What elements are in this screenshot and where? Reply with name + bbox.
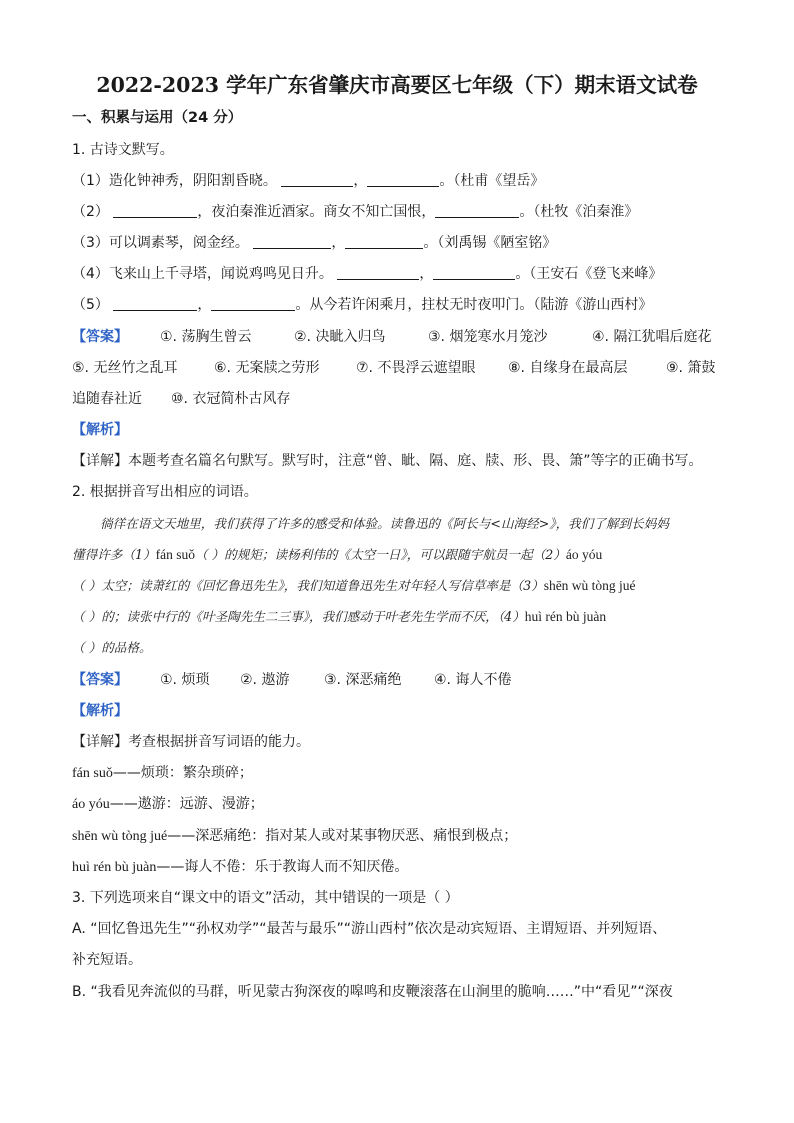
q2-passage-line-1: 徜徉在语文天地里，我们获得了许多的感受和体验。读鲁迅的《阿长与<山海经>》，我们了解到长妈妈	[100, 516, 669, 531]
answer-tag: 【答案】	[72, 329, 128, 345]
answer-item: ①. 烦琐	[160, 672, 210, 688]
detail-tag: 【详解】	[72, 453, 128, 469]
q1-line-2: （2） ，夜泊秦淮近酒家。商女不知亡国恨， 。（杜牧《泊秦淮》	[72, 204, 639, 220]
section-heading: 一、积累与运用（24 分）	[72, 110, 243, 126]
answer-item: ⑨. 箫鼓	[666, 360, 716, 376]
answer-item: ④. 隔江犹唱后庭花	[592, 329, 712, 345]
q3-option-a-line-1: A. “回忆鲁迅先生”“孙权劝学”“最苦与最乐”“游山西村”依次是动宾短语、主谓短语、并列短语、	[72, 921, 667, 937]
q1-line-3: （3）可以调素琴，阅金经。 ， 。（刘禹锡《陋室铭》	[72, 235, 557, 251]
answer-blank	[253, 234, 331, 249]
q2-explain-2: áo yóu——遨游：远游、漫游；	[72, 796, 264, 812]
answer-item: ①. 荡胸生曾云	[160, 329, 252, 345]
q1-stem: 1. 古诗文默写。	[72, 142, 174, 158]
answer-item: 追随春社近	[72, 391, 142, 407]
answer-blank	[337, 265, 419, 280]
q2-explain-1: fán suǒ——烦琐：繁杂琐碎；	[72, 765, 253, 781]
q2-passage-line-2: 懂得许多（1）fán suǒ（ ）的规矩；读杨利伟的《太空一日》，可以跟随宇航员一起（2）áo yóu	[72, 547, 603, 562]
analysis-tag: 【解析】	[72, 422, 128, 438]
q2-explain-4: huì rén bù juàn——诲人不倦：乐于教诲人而不知厌倦。	[72, 859, 409, 875]
q1-line-4: （4）飞来山上千寻塔，闻说鸡鸣见日升。 ， 。（王安石《登飞来峰》	[72, 266, 663, 282]
answer-item: ②. 决眦入归鸟	[294, 329, 386, 345]
answer-blank	[281, 172, 353, 187]
answer-item: ⑩. 衣冠简朴古风存	[171, 391, 291, 407]
q2-detail: 【详解】考查根据拼音写词语的能力。	[72, 734, 310, 750]
q2-stem: 2. 根据拼音写出相应的词语。	[72, 484, 258, 500]
detail-tag: 【详解】	[72, 734, 128, 750]
q2-passage-line-3: （ ）太空；读萧红的《回忆鲁迅先生》，我们知道鲁迅先生对年轻人写信草率是（3）shēn wù tòng jué	[72, 578, 636, 593]
q1-answers-row-3	[72, 389, 722, 409]
answer-item: ⑧. 自缘身在最高层	[508, 360, 628, 376]
answer-item: ③. 烟笼寒水月笼沙	[428, 329, 548, 345]
answer-item: ②. 遨游	[240, 672, 290, 688]
q1-line-5: （5） ， 。从今若许闲乘月，拄杖无时夜叩门。（陆游《游山西村》	[72, 297, 653, 313]
answer-blank	[113, 296, 197, 311]
answer-item: ④. 诲人不倦	[434, 672, 512, 688]
page-title: 2022-2023 学年广东省肇庆市高要区七年级（下）期末语文试卷	[96, 73, 698, 97]
answer-blank	[435, 203, 519, 218]
q1-detail: 【详解】本题考查名篇名句默写。默写时，注意“曾、眦、隔、庭、牍、形、畏、箫”等字的正确书写。	[72, 453, 703, 469]
answer-item: ③. 深恶痛绝	[324, 672, 402, 688]
answer-item: ⑥. 无案牍之劳形	[214, 360, 320, 376]
answer-blank	[113, 203, 197, 218]
q3-option-b-line-1: B. “我看见奔流似的马群，听见蒙古狗深夜的嗥鸣和皮鞭滚落在山涧里的脆响……”中“看见”“深夜	[72, 984, 673, 1000]
answer-tag: 【答案】	[72, 672, 128, 688]
answer-item: ⑤. 无丝竹之乱耳	[72, 360, 178, 376]
q2-answers-row	[72, 670, 722, 690]
answer-blank	[211, 296, 295, 311]
analysis-tag: 【解析】	[72, 703, 128, 719]
q2-passage-line-5: （ ）的品格。	[72, 640, 152, 655]
answer-blank	[433, 265, 515, 280]
answer-blank	[367, 172, 439, 187]
q3-option-a-line-2: 补充短语。	[72, 952, 142, 968]
q3-stem: 3. 下列选项来自“课文中的语文”活动，其中错误的一项是（ ）	[72, 890, 459, 906]
q2-explain-3: shēn wù tòng jué——深恶痛绝：指对某人或对某事物厌恶、痛恨到极点；	[72, 828, 518, 844]
answer-blank	[345, 234, 423, 249]
q2-passage-line-4: （ ）的；读张中行的《叶圣陶先生二三事》，我们感动于叶老先生学而不厌，（4）huì rén bù juàn	[72, 609, 607, 624]
q1-answers-row-2	[72, 358, 722, 378]
q1-line-1: （1）造化钟神秀，阴阳割昏晓。 ， 。（杜甫《望岳》	[72, 173, 545, 189]
q1-answers-row-1	[72, 327, 722, 347]
answer-item: ⑦. 不畏浮云遮望眼	[356, 360, 476, 376]
